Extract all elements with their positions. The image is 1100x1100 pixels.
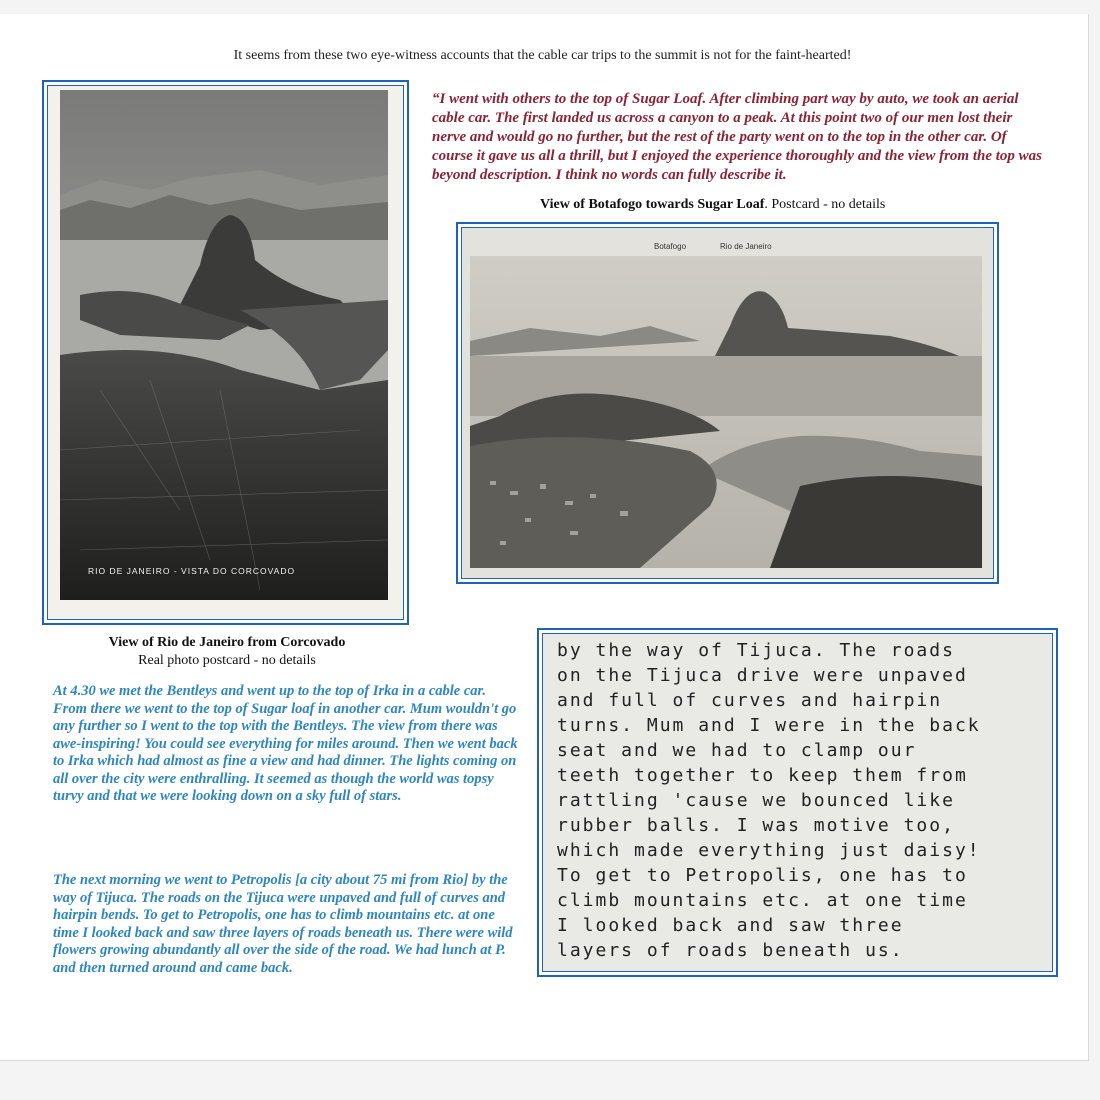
letter-line: To get to Petropolis, one has to — [557, 865, 968, 886]
letter-line: and full of curves and hairpin — [557, 690, 943, 711]
letter-line: seat and we had to clamp our — [557, 740, 917, 761]
letter-line: teeth together to keep them from — [557, 765, 968, 786]
letter-line: I looked back and saw three — [557, 915, 904, 936]
corcovado-caption-title: View of Rio de Janeiro from Corcovado — [108, 635, 346, 650]
handwritten-letter-frame — [537, 628, 1058, 977]
handwritten-letter — [542, 633, 1053, 972]
letter-line: climb mountains etc. at one time — [557, 890, 968, 911]
bentleys-paragraph: At 4.30 we met the Bentleys and went up to the top of Irka in a cable car. From there we went to the top of Sugar loaf in another car. Mum wouldn't go any further so I went to the top with the Bentleys. The view from there was awe-inspiring! You could see everything for miles around. Then we went back to Irka which had almost as fine a view and had dinner. The lights coming on all over the city were enthralling. It seemed as though the world was topsy turvy and that we were looking down on a sky full of stars. — [53, 683, 518, 804]
botafogo-card-label-right: Rio de Janeiro — [720, 242, 772, 251]
corcovado-photo — [60, 90, 400, 610]
corcovado-postcard-frame — [42, 80, 409, 625]
botafogo-caption — [540, 197, 940, 213]
botafogo-postcard-frame — [456, 222, 999, 584]
corcovado-caption — [62, 634, 392, 670]
botafogo-card-label-left: Botafogo — [654, 242, 687, 251]
letter-line: which made everything just daisy! — [557, 840, 981, 861]
letter-line: rubber balls. I was motive too, — [557, 815, 955, 836]
letter-line: layers of roads beneath us. — [557, 940, 904, 961]
intro-text: It seems from these two eye-witness accounts that the cable car trips to the summit is not for the faint-hearted! — [233, 48, 852, 63]
corcovado-card-label: RIO DE JANEIRO - VISTA DO CORCOVADO — [88, 566, 296, 576]
corcovado-caption-detail: Real photo postcard - no details — [138, 653, 316, 668]
letter-line: on the Tijuca drive were unpaved — [557, 665, 968, 686]
letter-line: turns. Mum and I were in the back — [557, 715, 981, 736]
botafogo-caption-title: View of Botafogo towards Sugar Loaf — [540, 197, 765, 212]
letter-line: rattling 'cause we bounced like — [557, 790, 955, 811]
letter-line: by the way of Tijuca. The roads — [557, 640, 955, 661]
cable-car-quote: “I went with others to the top of Sugar Loaf. After climbing part way by auto, we took an aerial cable car. The first landed us across a canyon to a peak. At this point two of our men lost their nerve and would go no further, but the rest of the party went on to the top in the other car. Of course it gave us all a thrill, but I enjoyed the experience thoroughly and the view from the top was beyond description. I think no words can fully describe it. — [432, 91, 1043, 183]
petropolis-paragraph: The next morning we went to Petropolis [a city about 75 mi from Rio] by the way of Tijuca. The roads on the Tijuca were unpaved and full of curves and hairpin bends. To get to Petropolis, one has to climb mountains etc. at one time I looked back and saw three layers of roads beneath us. There were wild flowers growing abundantly all over the side of the road. We had lunch at P. and then turned around and came back. — [53, 872, 513, 976]
botafogo-caption-detail: . Postcard - no details — [764, 197, 886, 212]
botafogo-photo — [470, 256, 990, 576]
